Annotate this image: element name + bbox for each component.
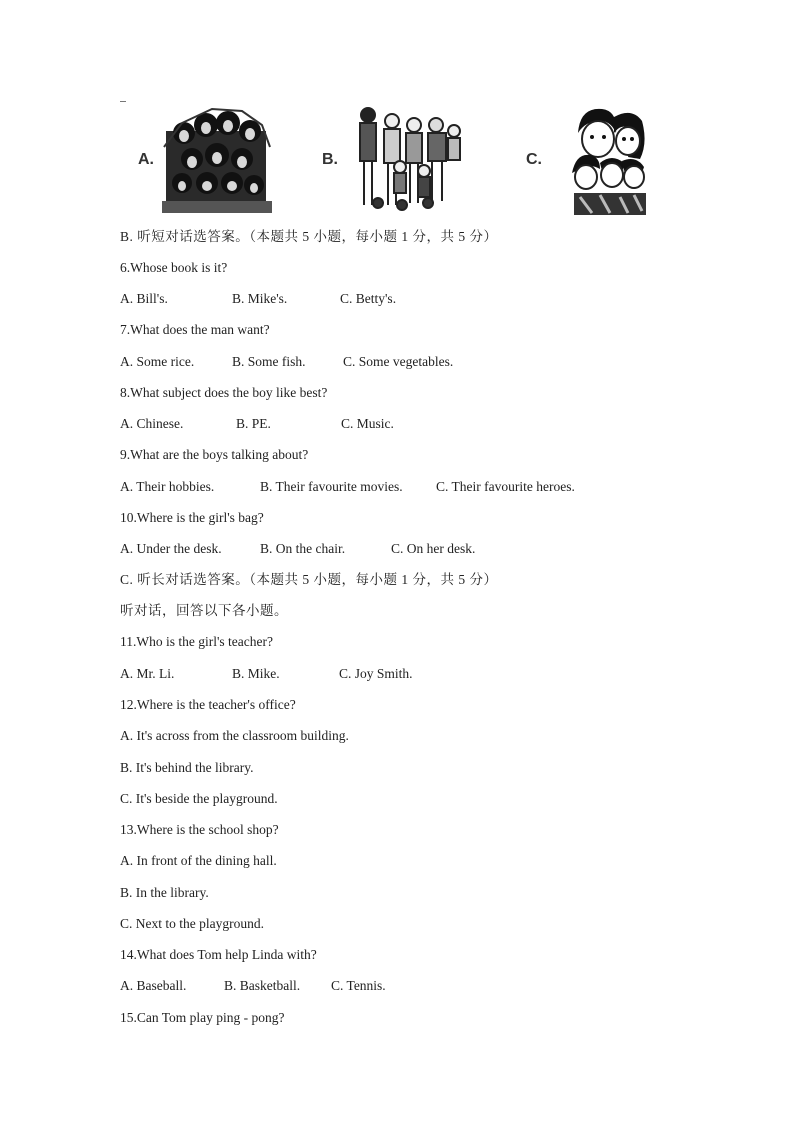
section-b-heading: B. 听短对话选答案。（本题共 5 小题，每小题 1 分，共 5 分） [120, 229, 498, 244]
option-8b: B. PE. [236, 416, 271, 431]
question-9: 9.What are the boys talking about? [120, 447, 309, 462]
option-13a: A. In front of the dining hall. [120, 853, 277, 868]
option-12c: C. It's beside the playground. [120, 791, 278, 806]
question-6: 6.Whose book is it? [120, 260, 228, 275]
option-12a: A. It's across from the classroom building. [120, 728, 349, 743]
question-8: 8.What subject does the boy like best? [120, 385, 328, 400]
option-13c: C. Next to the playground. [120, 916, 264, 931]
option-7a: A. Some rice. [120, 354, 195, 369]
option-11b: B. Mike. [232, 666, 280, 681]
question-11: 11.Who is the girl's teacher? [120, 634, 274, 649]
option-7c: C. Some vegetables. [343, 354, 454, 369]
question-14: 14.What does Tom help Linda with? [120, 947, 317, 962]
option-11a: A. Mr. Li. [120, 666, 175, 681]
picture-option-letter: A. [138, 151, 154, 168]
question-12: 12.Where is the teacher's office? [120, 697, 296, 712]
picture-option-b [310, 95, 470, 220]
option-10b: B. On the chair. [260, 541, 346, 556]
family-photo-icon [352, 105, 462, 213]
picture-option-letter: B. [322, 151, 338, 168]
option-9b: B. Their favourite movies. [260, 479, 403, 494]
option-14c: C. Tennis. [331, 978, 386, 993]
section-c-heading: C. 听长对话选答案。（本题共 5 小题，每小题 1 分，共 5 分） [120, 572, 498, 587]
option-14b: B. Basketball. [224, 978, 301, 993]
option-11c: C. Joy Smith. [339, 666, 413, 681]
option-14a: A. Baseball. [120, 978, 187, 993]
option-10a: A. Under the desk. [120, 541, 222, 556]
question-10: 10.Where is the girl's bag? [120, 510, 264, 525]
section-c-instruction: 听对话，回答以下各小题。 [120, 603, 288, 618]
option-12b: B. It's behind the library. [120, 760, 254, 775]
option-13b: B. In the library. [120, 885, 209, 900]
picture-option-letter: C. [526, 151, 542, 168]
option-7b: B. Some fish. [232, 354, 306, 369]
question-15: 15.Can Tom play ping - pong? [120, 1010, 285, 1025]
option-9a: A. Their hobbies. [120, 479, 215, 494]
picture-options [110, 95, 670, 220]
group-photo-icon [162, 103, 272, 215]
question-13: 13.Where is the school shop? [120, 822, 279, 837]
option-6c: C. Betty's. [340, 291, 397, 306]
picture-option-a [110, 95, 280, 220]
friends-photo-icon [570, 103, 650, 215]
picture-option-c [510, 95, 670, 220]
option-6b: B. Mike's. [232, 291, 288, 306]
option-6a: A. Bill's. [120, 291, 168, 306]
option-10c: C. On her desk. [391, 541, 476, 556]
option-8c: C. Music. [341, 416, 394, 431]
option-8a: A. Chinese. [120, 416, 184, 431]
question-7: 7.What does the man want? [120, 322, 270, 337]
option-9c: C. Their favourite heroes. [436, 479, 575, 494]
